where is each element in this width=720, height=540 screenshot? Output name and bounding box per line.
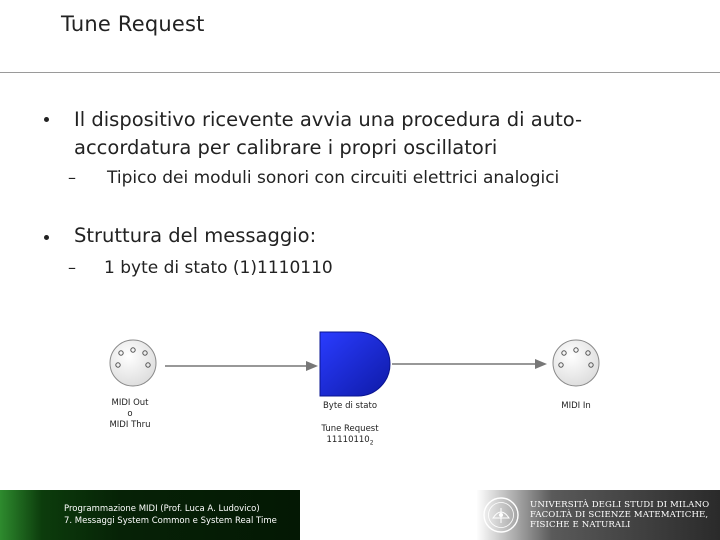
- sub-bullet-2-text: 1 byte di stato (1)1110110: [104, 258, 333, 278]
- binary-base-subscript: 2: [369, 439, 374, 447]
- midi-out-label-line3: MIDI Thru: [109, 420, 151, 430]
- midi-in-connector-icon: [553, 340, 599, 386]
- signal-arrow-to-midi-in: [392, 359, 547, 369]
- tune-request-binary: [305, 435, 395, 449]
- status-byte-gate-icon: [320, 332, 390, 396]
- midi-out-label-line1: MIDI Out: [111, 398, 149, 408]
- midi-out-connector-icon: [110, 340, 156, 386]
- logo-faculty-line1: FACOLTÀ DI SCIENZE MATEMATICHE,: [530, 510, 709, 520]
- university-seal-icon: [482, 496, 520, 534]
- logo-faculty-line2: FISICHE E NATURALI: [530, 520, 631, 530]
- gate-label: Byte di stato: [322, 401, 378, 411]
- bullet-1-text: Il dispositivo ricevente avvia una procedura di auto-accordatura per calibrare i propri oscillatori: [74, 108, 583, 159]
- tune-request-name: Tune Request: [321, 424, 379, 434]
- signal-arrow-to-gate: [165, 361, 318, 371]
- tune-request-binary-digits: 11110110: [326, 435, 370, 445]
- tune-request-value: [305, 424, 395, 449]
- slide-title: Tune Request: [61, 12, 205, 36]
- midi-in-label: MIDI In: [561, 401, 591, 411]
- footer-course-info: [64, 503, 277, 527]
- sub-bullet-2-dash: –: [68, 258, 76, 277]
- midi-out-label: [100, 398, 160, 431]
- midi-out-label-line2: o: [127, 409, 133, 419]
- bullet-2-text: Struttura del messaggio:: [74, 224, 317, 247]
- footer-bar: [0, 490, 720, 540]
- university-logo-text: [530, 500, 709, 530]
- footer-lesson-line: 7. Messaggi System Common e System Real Time: [64, 516, 277, 526]
- footer-course-line: Programmazione MIDI (Prof. Luca A. Ludovico): [64, 504, 260, 514]
- logo-university-name: UNIVERSITÀ DEGLI STUDI DI MILANO: [530, 500, 710, 510]
- sub-bullet-1-dash: –: [68, 168, 76, 187]
- sub-bullet-1-text: Tipico dei moduli sonori con circuiti elettrici analogici: [107, 168, 560, 188]
